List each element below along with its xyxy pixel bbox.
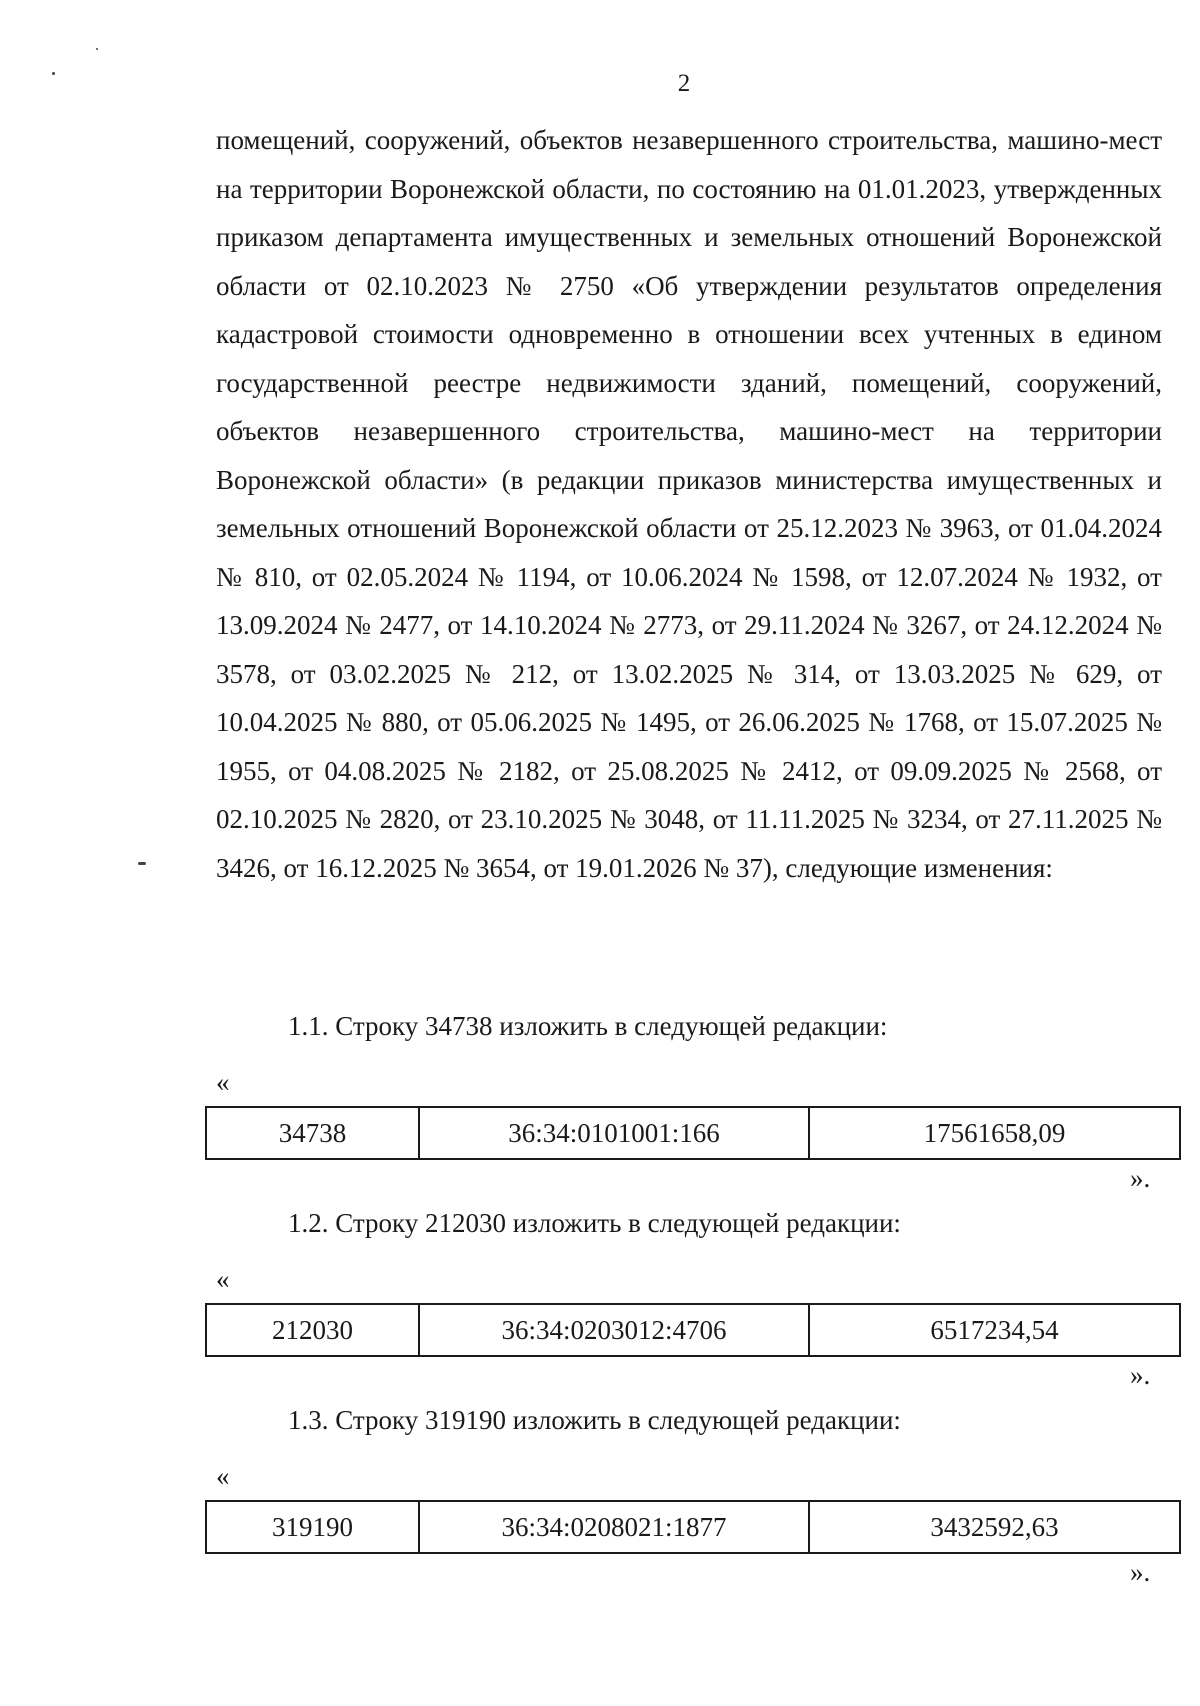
close-quote: ». xyxy=(1130,1557,1151,1587)
amendment-table xyxy=(205,1500,1181,1554)
amendment-heading: 1.2. Строку 212030 изложить в следующей редакции: xyxy=(288,1208,901,1238)
row-number-cell: 34738 xyxy=(206,1107,419,1159)
table-row xyxy=(206,1501,1180,1553)
scan-speck xyxy=(138,862,146,865)
body-paragraph: помещений, сооружений, объектов незавершенного строительства, машино-мест на территории Воронежской области, по состоянию на 01.01.2023, утвержденных приказом департамента имущественных и земельных отношений Воронежской области от 02.10.2023 № 2750 «Об утверждении результатов определения кадастровой стоимости одновременно в отношении всех учтенных в едином государственной реестре недвижимости зданий, помещений, сооружений, объектов незавершенного строительства, машино-мест на территории Воронежской области» (в редакции приказов министерства имущественных и земельных отношений Воронежской области от 25.12.2023 № 3963, от 01.04.2024 № 810, от 02.05.2024 № 1194, от 10.06.2024 № 1598, от 12.07.2024 № 1932, от 13.09.2024 № 2477, от 14.10.2024 № 2773, от 29.11.2024 № 3267, от 24.12.2024 № 3578, от 03.02.2025 № 212, от 13.02.2025 № 314, от 13.03.2025 № 629, от 10.04.2025 № 880, от 05.06.2025 № 1495, от 26.06.2025 № 1768, от 15.07.2025 № 1955, от 04.08.2025 № 2182, от 25.08.2025 № 2412, от 09.09.2025 № 2568, от 02.10.2025 № 2820, от 23.10.2025 № 3048, от 11.11.2025 № 3234, от 27.11.2025 № 3426, от 16.12.2025 № 3654, от 19.01.2026 № 37), следующие изменения: xyxy=(216,125,1162,883)
row-number-cell: 319190 xyxy=(206,1501,419,1553)
amendment-table xyxy=(205,1303,1181,1357)
table-row xyxy=(206,1107,1180,1159)
table-row xyxy=(206,1304,1180,1356)
cadastral-value-cell: 17561658,09 xyxy=(809,1107,1180,1159)
amendment-table xyxy=(205,1106,1181,1160)
cadastral-value-cell: 6517234,54 xyxy=(809,1304,1180,1356)
open-quote: « xyxy=(216,1264,230,1294)
close-quote: ». xyxy=(1130,1360,1151,1390)
amendment-heading: 1.1. Строку 34738 изложить в следующей редакции: xyxy=(288,1011,888,1041)
cadastral-value-cell: 3432592,63 xyxy=(809,1501,1180,1553)
scan-speck xyxy=(96,48,98,50)
page-number: 2 xyxy=(677,70,691,97)
cadastral-number-cell: 36:34:0101001:166 xyxy=(419,1107,809,1159)
cadastral-number-cell: 36:34:0208021:1877 xyxy=(419,1501,809,1553)
row-number-cell: 212030 xyxy=(206,1304,419,1356)
cadastral-number-cell: 36:34:0203012:4706 xyxy=(419,1304,809,1356)
open-quote: « xyxy=(216,1461,230,1491)
close-quote: ». xyxy=(1130,1163,1151,1193)
amendment-heading: 1.3. Строку 319190 изложить в следующей редакции: xyxy=(288,1405,901,1435)
open-quote: « xyxy=(216,1067,230,1097)
